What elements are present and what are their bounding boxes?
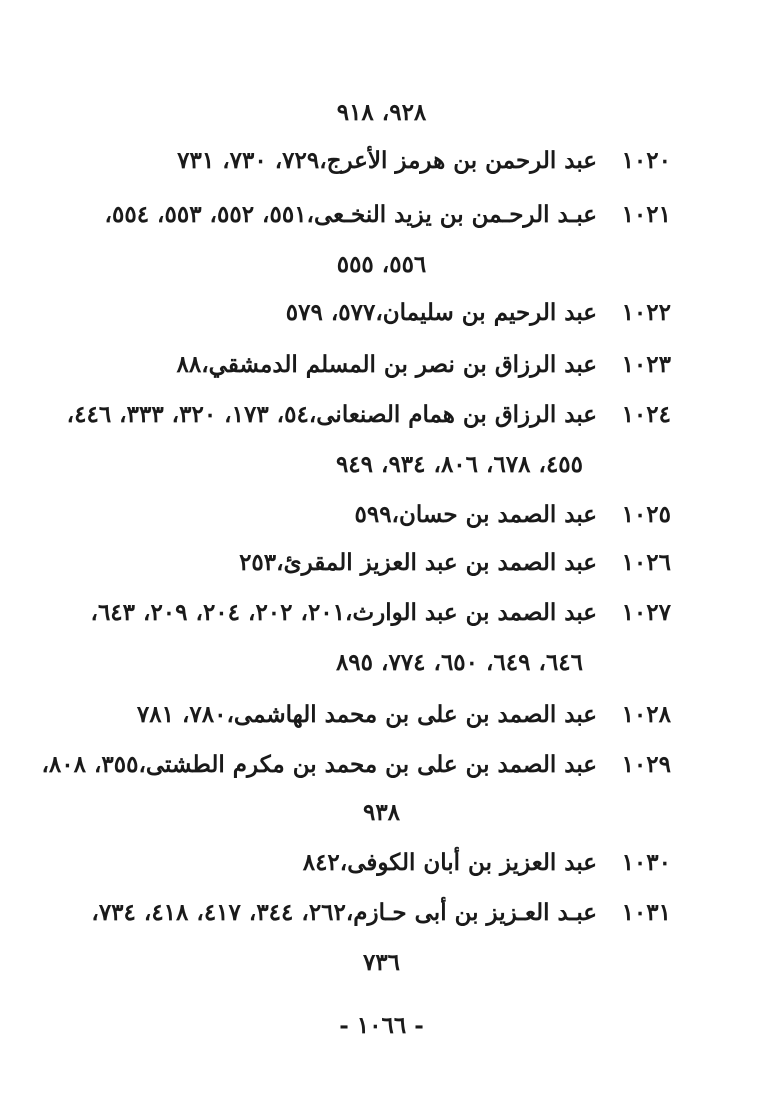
index-entry-1026 bbox=[100, 548, 671, 578]
index-entry-1022 bbox=[100, 298, 671, 328]
entry-text: عبد الرزاق بن همام الصنعانى،٥٤، ١٧٣، ٣٢٠، ٣٣٣، ٤٤٦، bbox=[66, 401, 597, 428]
entry-number: ١٠٢٧ bbox=[621, 599, 671, 626]
continued-page-refs: ٩٢٨، ٩١٨ bbox=[336, 99, 427, 126]
index-entry-1023 bbox=[100, 350, 671, 380]
entry-text: عبد الرحيم بن سليمان،٥٧٧، ٥٧٩ bbox=[285, 299, 597, 326]
entry-number: ١٠٢٣ bbox=[621, 351, 671, 378]
entry-number: ١٠٢٠ bbox=[621, 147, 671, 174]
entry-text: عبد الرزاق بن نصر بن المسلم الدمشقي،٨٨ bbox=[176, 351, 597, 378]
page-number: - ١٠٦٦ - bbox=[339, 1012, 424, 1039]
entry-text: عبد الصمد بن عبد الوارث،٢٠١، ٢٠٢، ٢٠٤، ٢٠٩، ٦٤٣، bbox=[90, 599, 597, 626]
index-entry-1025 bbox=[100, 500, 671, 530]
entry-text: عبد الصمد بن عبد العزيز المقرئ،٢٥٣ bbox=[239, 549, 597, 576]
index-entry-1031 bbox=[91, 898, 671, 928]
entry-number: ١٠٢٢ bbox=[621, 299, 671, 326]
entry-number: ١٠٢٥ bbox=[621, 501, 671, 528]
entry-text: عبد الرحمن بن هرمز الأعرج،٧٢٩، ٧٣٠، ٧٣١ bbox=[177, 147, 597, 174]
entry-number: ١٠٣٠ bbox=[621, 849, 671, 876]
index-entry-1021 bbox=[100, 200, 671, 230]
entry-number: ١٠٢٦ bbox=[621, 549, 671, 576]
entry-continuation: ٦٤٦، ٦٤٩، ٦٥٠، ٧٧٤، ٨٩٥ bbox=[335, 649, 583, 676]
entry-continuation: ٥٥٦، ٥٥٥ bbox=[336, 251, 427, 278]
entry-text: عبد الصمد بن حسان،٥٩٩ bbox=[354, 501, 597, 528]
entry-text: عبـد العـزيز بن أبى حـازم،٢٦٢، ٣٤٤، ٤١٧، ٤١٨، ٧٣٤، bbox=[91, 899, 597, 926]
entry-text: عبد الصمد بن على بن محمد الهاشمى،٧٨٠، ٧٨١ bbox=[136, 701, 597, 728]
index-entry-1027 bbox=[90, 598, 671, 628]
index-entry-1020 bbox=[100, 146, 671, 176]
index-entry-1030 bbox=[100, 848, 671, 878]
entry-number: ١٠٣١ bbox=[621, 899, 671, 926]
entry-number: ١٠٢٨ bbox=[621, 701, 671, 728]
index-entry-1029 bbox=[41, 750, 671, 780]
entry-continuation: ٤٥٥، ٦٧٨، ٨٠٦، ٩٣٤، ٩٤٩ bbox=[335, 451, 583, 478]
entry-text: عبـد الرحـمن بن يزيد النخـعى،٥٥١، ٥٥٢، ٥٥٣، ٥٥٤، bbox=[104, 201, 597, 228]
entry-continuation: ٧٣٦ bbox=[362, 949, 401, 976]
entry-number: ١٠٢١ bbox=[621, 201, 671, 228]
entry-text: عبد الصمد بن على بن محمد بن مكرم الطشتى،٣٥٥، ٨٠٨، bbox=[41, 751, 597, 778]
index-entry-1028 bbox=[100, 700, 671, 730]
entry-number: ١٠٢٩ bbox=[621, 751, 671, 778]
index-entry-1024 bbox=[66, 400, 671, 430]
entry-text: عبد العزيز بن أبان الكوفى،٨٤٢ bbox=[302, 849, 597, 876]
entry-number: ١٠٢٤ bbox=[621, 401, 671, 428]
entry-continuation: ٩٣٨ bbox=[362, 799, 401, 826]
